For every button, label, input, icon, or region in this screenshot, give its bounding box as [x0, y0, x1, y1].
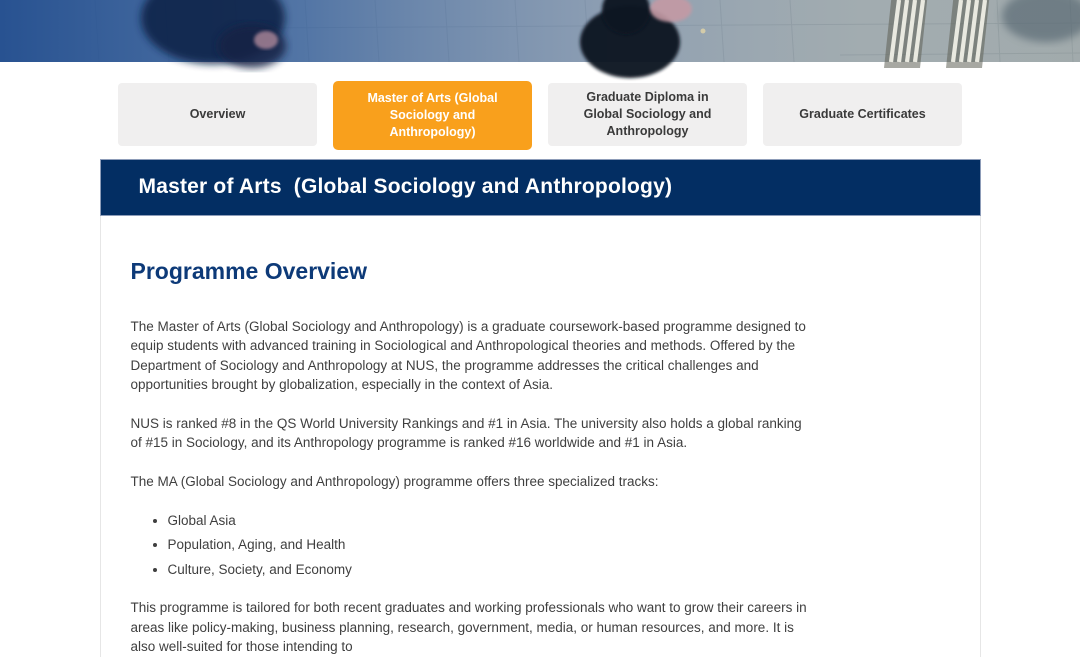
programme-overview-heading: Programme Overview	[130, 257, 368, 284]
content-panel	[100, 216, 981, 657]
tab-graduate-certificates-label: Graduate Certificates	[799, 106, 926, 121]
intro-paragraph: The Master of Arts (Global Sociology and Anthropology) is a graduate coursework-based programme designed to equip students with advanced training in Sociological and Anthropological theories and methods. Offered by the Department of Sociology and Anthropology at NUS, the programme addresses the critical challenges and opportunities brought by globalization, especially in the context of Asia.	[130, 318, 806, 393]
tab-master-of-arts[interactable]	[333, 81, 532, 150]
tab-overview-label: Overview	[189, 106, 246, 121]
tab-graduate-diploma[interactable]	[548, 83, 747, 146]
stripe-cluster-1	[884, 0, 927, 68]
rankings-paragraph: NUS is ranked #8 in the QS World University Rankings and #1 in Asia. The university also holds a global ranking of #15 in Sociology, and its Anthropology programme is ranked #16 worldwide and #1 in Asia.	[130, 415, 802, 451]
tab-graduate-certificates[interactable]	[763, 83, 962, 146]
tab-overview[interactable]	[118, 83, 317, 146]
hero-image	[0, 0, 1080, 62]
tracks-list	[131, 511, 813, 580]
programme-tabs	[118, 83, 962, 146]
section-banner	[100, 159, 981, 216]
tab-master-of-arts-label: Master of Arts (Global Sociology and Anthropology)	[367, 91, 498, 139]
tracks-intro-paragraph: The MA (Global Sociology and Anthropology) programme offers three specialized tracks:	[130, 474, 659, 489]
stripe-cluster-2	[946, 0, 989, 68]
track-item: • Culture, Society, and Economy	[168, 560, 813, 580]
programme-overview-text	[131, 317, 813, 657]
track-item: • Population, Aging, and Health	[168, 535, 813, 555]
page-title: Master of Arts (Global Sociology and Anthropology)	[138, 175, 673, 199]
tab-graduate-diploma-label: Graduate Diploma in Global Sociology and Anthropology	[583, 90, 712, 138]
track-item: • Global Asia	[168, 511, 813, 531]
hero-photo-graphic	[0, 0, 1080, 62]
closing-paragraph: This programme is tailored for both recent graduates and working professionals who want to grow their careers in areas like policy-making, business planning, research, government, media, or human resources, and more. It is also well-suited for those intending to	[130, 600, 807, 655]
